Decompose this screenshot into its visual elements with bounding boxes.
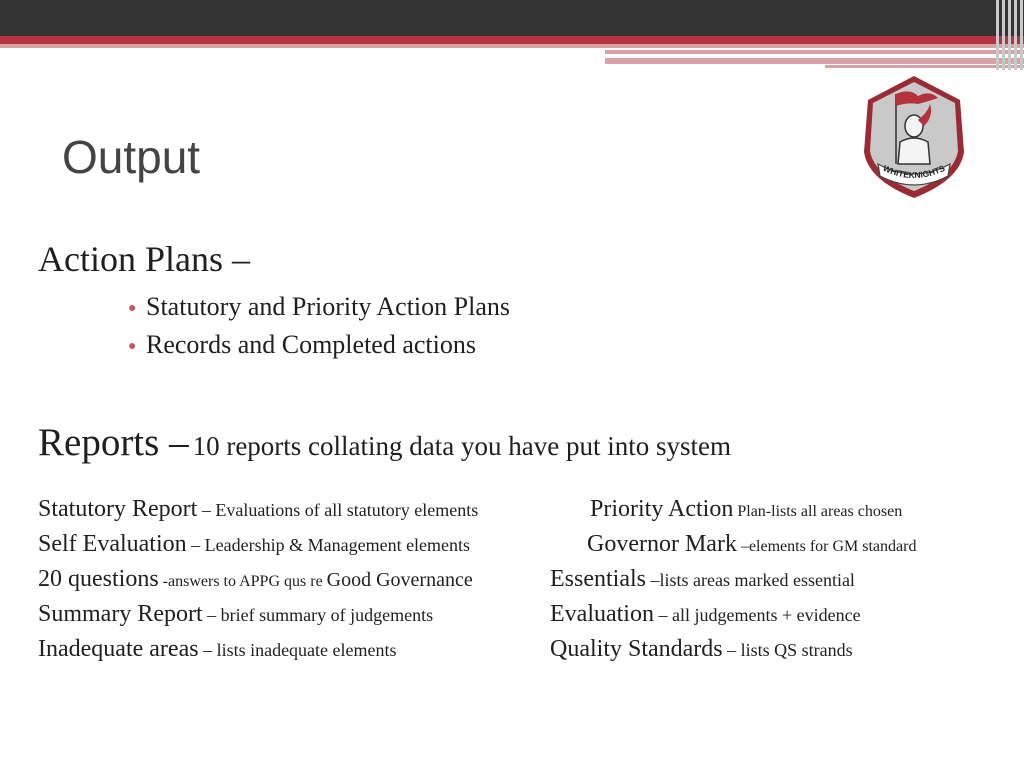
header-red-bar <box>0 36 1024 44</box>
header-vertical-stripes <box>994 0 1024 70</box>
reports-heading: Reports – <box>38 421 189 464</box>
action-plans-list <box>128 288 510 364</box>
crest-banner-text: WHITEKNIGHTS <box>881 162 947 181</box>
bullet-icon: ● <box>128 339 137 355</box>
report-row: Essentials –lists areas marked essential <box>550 566 855 592</box>
report-row: Governor Mark –elements for GM standard <box>587 531 917 557</box>
report-row: Priority Action Plan-lists all areas chosen <box>590 496 903 522</box>
slide-title: Output <box>62 131 201 183</box>
report-row: Evaluation – all judgements + evidence <box>550 601 861 627</box>
list-item: ● Statutory and Priority Action Plans <box>128 288 510 326</box>
report-row: Summary Report – brief summary of judgements <box>38 601 434 627</box>
reports-right-column <box>550 492 916 667</box>
list-item: ● Records and Completed actions <box>128 326 510 364</box>
reports-subheading: 10 reports collating data you have put into system <box>192 431 731 461</box>
bullet-icon: ● <box>128 301 137 317</box>
action-plans-heading: Action Plans – <box>38 239 250 279</box>
report-row: Statutory Report – Evaluations of all statutory elements <box>38 496 479 522</box>
header-white-line <box>680 55 1024 57</box>
header-pink-bar-2 <box>605 50 1024 54</box>
report-row: Inadequate areas – lists inadequate elements <box>38 636 397 662</box>
report-row: 20 questions -answers to APPG qus re Good Governance <box>38 566 473 592</box>
whiteknights-crest-logo <box>860 72 968 200</box>
header-dark-bar <box>0 0 1024 36</box>
reports-heading-line <box>38 420 731 465</box>
header-pink-bar <box>0 44 1024 48</box>
report-row: Quality Standards – lists QS strands <box>550 636 853 662</box>
report-row: Self Evaluation – Leadership & Management elements <box>38 531 471 557</box>
reports-left-column <box>38 492 478 667</box>
header-pink-bar-3 <box>605 58 1024 64</box>
